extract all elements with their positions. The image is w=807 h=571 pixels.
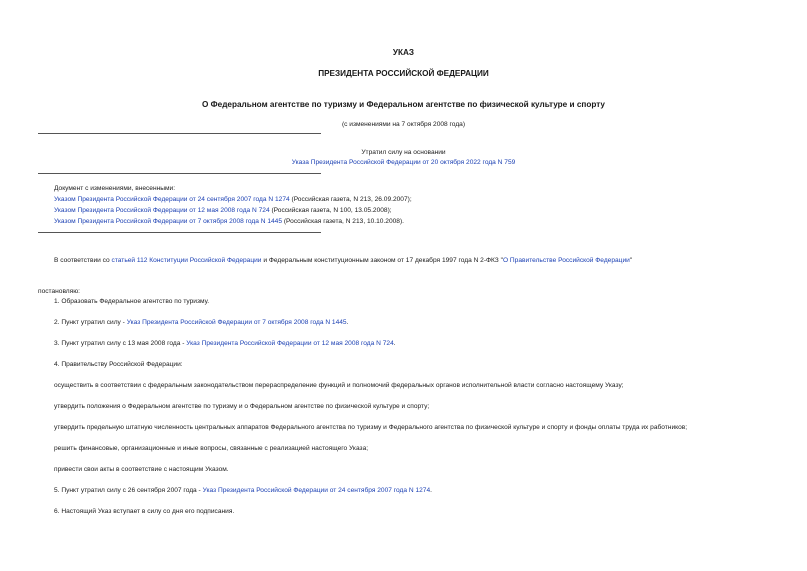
amendment-source: (Российская газета, N 213, 10.10.2008). [282,218,405,225]
changes-intro: Документ с изменениями, внесенными: [54,185,176,192]
amendment-link-1274[interactable]: Указом Президента Российской Федерации от 24 сентября 2007 года N 1274 [54,196,290,203]
paragraph-4-item: решить финансовые, организационные и иные вопросы, связанные с реализацией настоящего Указа; [54,445,369,452]
paragraph-1: 1. Образовать Федеральное агентство по туризму. [54,298,210,305]
repeal-decree-link[interactable]: Указа Президента Российской Федерации от 20 октября 2022 года N 759 [291,159,516,166]
changes-item [54,196,412,204]
paragraph-5-link[interactable]: Указ Президента Российской Федерации от 24 сентября 2007 года N 1274 [202,487,431,494]
amendment-link-724[interactable]: Указом Президента Российской Федерации от 12 мая 2008 года N 724 [54,207,270,214]
paragraph-4-item: привести свои акты в соответствие с настоящим Указом. [54,466,229,473]
paragraph-4-item: утвердить предельную штатную численность центральных аппаратов Федерального агентства по туризму и Федерального агентства по физической культуре и спорту и фонды оплаты труда их работников; [54,424,688,431]
paragraph-2-link[interactable]: Указ Президента Российской Федерации от 7 октября 2008 года N 1445 [126,319,347,326]
preamble-middle: и Федеральным конституционным законом от 17 декабря 1997 года N 2-ФКЗ " [261,257,503,264]
edition-note: (с изменениями на 7 октября 2008 года) [341,121,466,128]
preamble-prefix: В соответствии со [54,257,112,264]
repeal-text: Утратил силу на основании [361,149,446,156]
changes-item [54,207,392,215]
paragraph-5-prefix: 5. Пункт утратил силу с 26 сентября 2007 года - [54,487,203,494]
constitution-article-link[interactable]: статьей 112 Конституции Российской Федерации [111,257,262,264]
paragraph-4: 4. Правительству Российской Федерации: [54,361,183,368]
document-title: УКАЗ [392,48,415,57]
government-law-link[interactable]: О Правительстве Российской Федерации [502,257,630,264]
divider [38,232,321,233]
document-issuer: ПРЕЗИДЕНТА РОССИЙСКОЙ ФЕДЕРАЦИИ [318,69,489,78]
divider [38,133,321,134]
amendment-source: (Российская газета, N 213, 26.09.2007); [289,196,412,203]
repeal-link-line [0,159,807,167]
paragraph-5 [54,487,432,495]
paragraph-3-link[interactable]: Указ Президента Российской Федерации от 12 мая 2008 года N 724 [186,340,394,347]
decree-word: постановляю: [38,288,81,295]
paragraph-2 [54,319,348,327]
document-heading: О Федеральном агентстве по туризму и Федеральном агентстве по физической культуре и спорту [202,100,605,109]
changes-item [54,218,404,226]
divider [38,173,321,174]
paragraph-4-item: утвердить положения о Федеральном агентстве по туризму и о Федеральном агентстве по физической культуре и спорту; [54,403,430,410]
paragraph-3-suffix: . [393,340,396,347]
preamble [54,257,632,265]
paragraph-3-prefix: 3. Пункт утратил силу с 13 мая 2008 года - [54,340,187,347]
paragraph-3 [54,340,396,348]
preamble-suffix: " [629,257,633,264]
paragraph-2-suffix: . [346,319,349,326]
paragraph-6: 6. Настоящий Указ вступает в силу со дня его подписания. [54,508,235,515]
paragraph-4-item: осуществить в соответствии с федеральным законодательством перераспределение функций и полномочий федеральных органов исполнительной власти согласно настоящему Указу; [54,382,624,389]
amendment-link-1445[interactable]: Указом Президента Российской Федерации от 7 октября 2008 года N 1445 [54,218,283,225]
paragraph-2-prefix: 2. Пункт утратил силу - [54,319,127,326]
paragraph-5-suffix: . [430,487,432,494]
amendment-source: (Российская газета, N 100, 13.05.2008); [269,207,392,214]
